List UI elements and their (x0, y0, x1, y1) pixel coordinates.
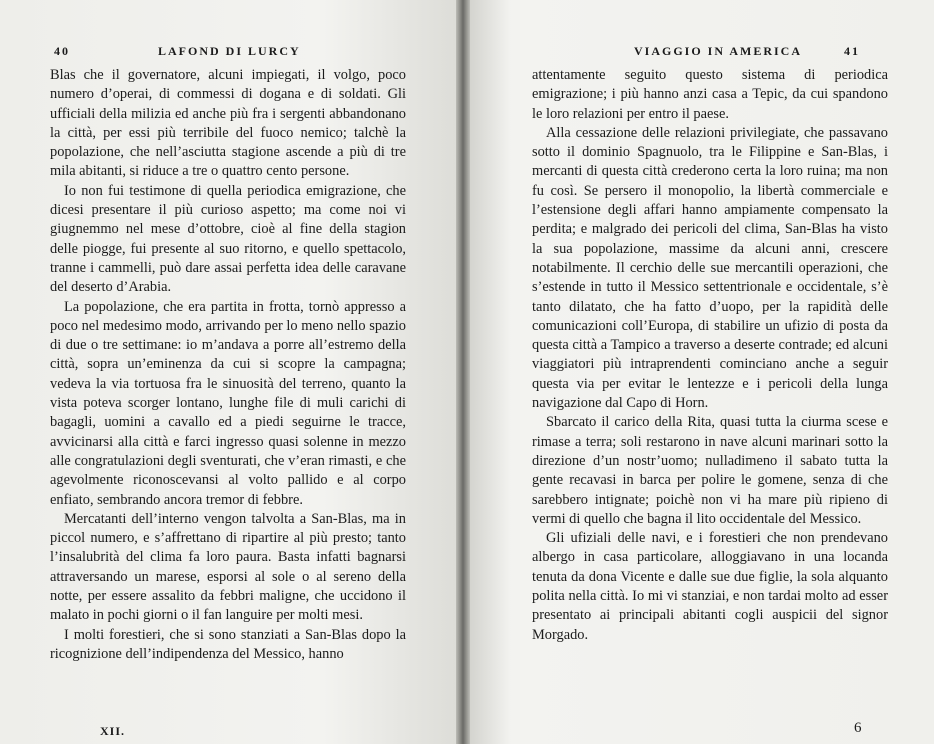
paragraph: I molti forestieri, che si sono stanziati a San-Blas dopo la ricognizione dell’indipendenza del Messico, hanno (50, 626, 406, 662)
left-page (0, 0, 462, 744)
page-number: 41 (844, 44, 860, 58)
signature-mark: 6 (854, 720, 862, 736)
paragraph: Io non fui testimone di quella periodica emigrazione, che dicesi presentare il più curioso aspetto; ma come noi vi giugnemmo nel mese d’ottobre, cioè al fine della stagion delle piogge, fui presente al suo ritorno, e quello spettacolo, tranne i cammelli, può dare assai perfetta idea delle caravane del deserto d’Arabia. (50, 182, 406, 296)
page-number: 40 (54, 44, 70, 58)
paragraph: Sbarcato il carico della Rita, quasi tutta la ciurma scese e rimase a terra; soli restarono in nave alcuni marinari sotto la direzione d’un nostr’uomo; nulladimeno il sabato tutta la gente recavasi in barca per polire le gomene, senza di che sarebbero intignate; poichè non vi ha mare più ripieno di vermi di quello che bagna il lito occidentale del Messico. (532, 414, 888, 527)
paragraph: Gli ufiziali delle navi, e i forestieri che non prendevano albergo in casa particolare, alloggiavano in una locanda tenuta da dona Vicente e dalle sue due figlie, la sola alquanto polita nella città. Io mi vi stanziai, e non tardai molto ad esser presentato ai principali abitanti cogli auspicii del signor Morgado. (532, 530, 888, 643)
running-head: VIAGGIO IN AMERICA (634, 44, 803, 58)
body-text (532, 66, 888, 645)
body-text (50, 66, 406, 664)
running-head: LAFOND DI LURCY (158, 44, 301, 58)
book-gutter (456, 0, 470, 744)
signature-mark: XII. (100, 724, 126, 738)
paragraph: Mercatanti dell’interno vengon talvolta a San-Blas, ma in piccol numero, e s’affrettano di ripartire al più presto; tanto l’insalubrità del clima fa loro paura. Basta infatti bagnarsi attraversando un marese, esporsi al sole o al sereno della notte, per essere assalito da febbri maligne, che uccidono il malato in pochi giorni o il fan languire per molti mesi. (50, 510, 406, 624)
paragraph: Alla cessazione delle relazioni privilegiate, che passavano sotto il dominio Spagnuolo, tra le Filippine e San-Blas, i mercanti di questa città crederono certa la loro ruina; ma non fu così. Se persero il monopolio, la libertà commerciale e l’estensione degli affari hanno ampiamente compensato la perdita; e malgrado dei pericoli del clima, San-Blas ha visto la sua popolazione, massime da alcuni anni, crescere notabilmente. Il cerchio delle sue mercantili operazioni, che s’estende in tutto il Messico settentrionale e occidentale, s’è tanto dilatato, che ha fatto d’uopo, per la rapidità delle comunicazioni coll’Europa, di stabilire un ufizio di posta da questa città a Tampico a traverso a deserte contrade; ed alcuni viaggiatori più intraprendenti cominciano anche a seguir questa via per evitar le lentezze e i pericoli della lunga navigazione dal Capo di Horn. (532, 124, 888, 412)
right-page (464, 0, 934, 744)
paragraph: Blas che il governatore, alcuni impiegati, il volgo, poco numero d’operai, di commessi di dogana e di soldati. Gli ufficiali della milizia ed anche più fra i sergenti abbandonano la città, per essi più terribile del fuoco nemico; talchè la popolazione, che nell’asciutta stagione ascende a più di tre mila abitanti, si riduce a tre o quattro cento persone. (50, 67, 406, 180)
paragraph: La popolazione, che era partita in frotta, tornò appresso a poco nel medesimo modo, arrivando per lo meno nello spazio di due o tre settimane: io m’andava a porre all’estremo della città, sopra un’eminenza da cui si scopre la campagna; vedeva la via tortuosa fra le sinuosità del terreno, quanto la vista poteva scorger lontano, lunghe file di muli carichi di bagagli, uomini a cavallo ed a piedi seguirne le tracce, avvicinarsi alla città e farci ingresso quasi solenne in mezzo alle congratulazioni degli sventurati, che v’eran rimasti, e che agevolmente riconoscevansi al volto pallido e al corpo enfiato, sembrando ancora tremor di febbre. (50, 298, 406, 508)
paragraph: attentamente seguito questo sistema di periodica emigrazione; i più hanno anzi casa a Tepic, da cui spandono le loro relazioni per entro il paese. (532, 67, 888, 122)
